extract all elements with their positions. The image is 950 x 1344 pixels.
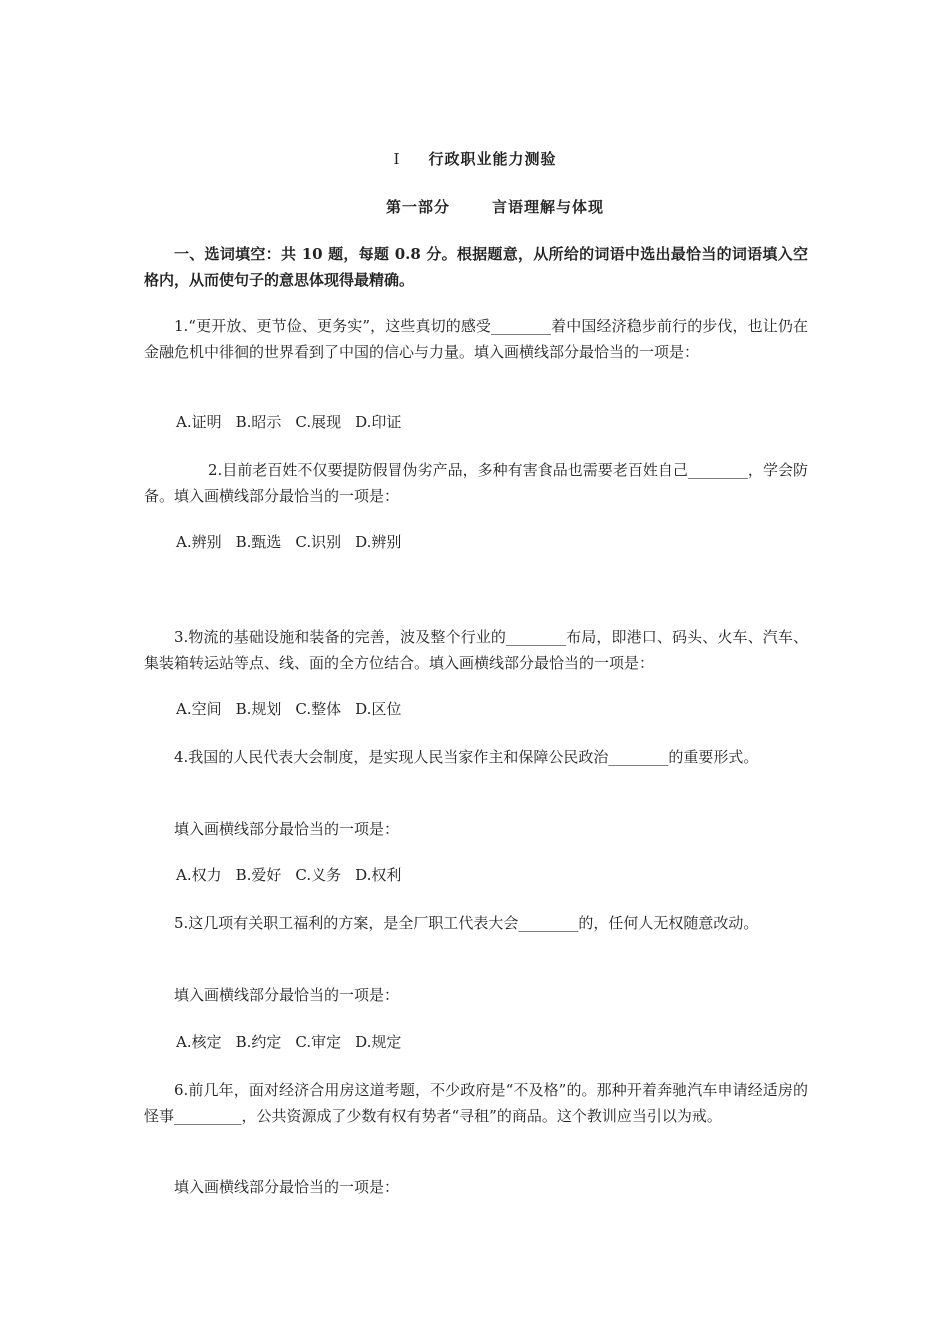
option-b: B.规划 xyxy=(235,700,282,718)
question-5-options xyxy=(176,1029,415,1055)
question-6-prompt: 填入画横线部分最恰当的一项是： xyxy=(174,1178,400,1196)
question-6-stem: 6.前几年，面对经济合用房这道考题，不少政府是“不及格”的。那种开着奔驰汽车申请经适房的怪事_________，公共资源成了少数有权有势者“寻租”的商品。这个教训应当引以为戒。 xyxy=(144,1081,808,1125)
question-3-options xyxy=(176,696,415,722)
option-a: A.证明 xyxy=(176,413,222,431)
question-1-stem: 1.“更开放、更节俭、更务实”，这些真切的感受________着中国经济稳步前行的步伐，也让仍在金融危机中徘徊的世界看到了中国的信心与力量。填入画横线部分最恰当的一项是： xyxy=(144,317,808,361)
option-d: D.规定 xyxy=(355,1033,402,1051)
question-5-stem: 5.这几项有关职工福利的方案，是全厂职工代表大会________的，任何人无权随意改动。 xyxy=(174,914,759,932)
question-2-options xyxy=(176,529,415,555)
part-title: 言语理解与体现 xyxy=(492,198,605,216)
question-5-prompt: 填入画横线部分最恰当的一项是： xyxy=(174,986,400,1004)
option-d: D.辨别 xyxy=(355,533,402,551)
question-2-stem: 2.目前老百姓不仅要提防假冒伪劣产品，多种有害食品也需要老百姓自己________，学会防备。填入画横线部分最恰当的一项是： xyxy=(144,461,808,505)
part-heading xyxy=(20,196,950,217)
option-a: A.空间 xyxy=(176,700,222,718)
question-3-stem: 3.物流的基础设施和装备的完善，波及整个行业的________布局，即港口、码头、火车、汽车、集装箱转运站等点、线、面的全方位结合。填入画横线部分最恰当的一项是： xyxy=(144,628,808,672)
section-roman-numeral: I xyxy=(393,150,401,168)
option-a: A.辨别 xyxy=(176,533,222,551)
option-b: B.甄选 xyxy=(235,533,282,551)
part-label: 第一部分 xyxy=(385,198,450,216)
section-title-text: 行政职业能力测验 xyxy=(428,150,557,168)
option-c: C.整体 xyxy=(295,700,342,718)
question-1-options xyxy=(176,409,415,435)
option-d: D.印证 xyxy=(355,413,402,431)
question-4-stem: 4.我国的人民代表大会制度，是实现人民当家作主和保障公民政治________的重要形式。 xyxy=(174,748,759,766)
option-c: C.义务 xyxy=(295,866,342,884)
option-b: B.昭示 xyxy=(235,413,282,431)
section-title xyxy=(0,148,950,169)
option-c: C.审定 xyxy=(295,1033,342,1051)
question-4-options xyxy=(176,862,415,888)
option-c: C.展现 xyxy=(295,413,342,431)
option-d: D.区位 xyxy=(355,700,402,718)
instruction-paragraph: 一、选词填空：共 10 题，每题 0.8 分。根据题意，从所给的词语中选出最恰当的词语填入空格内，从而使句子的意思体现得最精确。 xyxy=(144,245,808,289)
option-a: A.核定 xyxy=(176,1033,222,1051)
option-d: D.权利 xyxy=(355,866,402,884)
option-a: A.权力 xyxy=(176,866,222,884)
question-4-prompt: 填入画横线部分最恰当的一项是： xyxy=(174,820,400,838)
option-c: C.识别 xyxy=(295,533,342,551)
option-b: B.爱好 xyxy=(235,866,282,884)
option-b: B.约定 xyxy=(235,1033,282,1051)
